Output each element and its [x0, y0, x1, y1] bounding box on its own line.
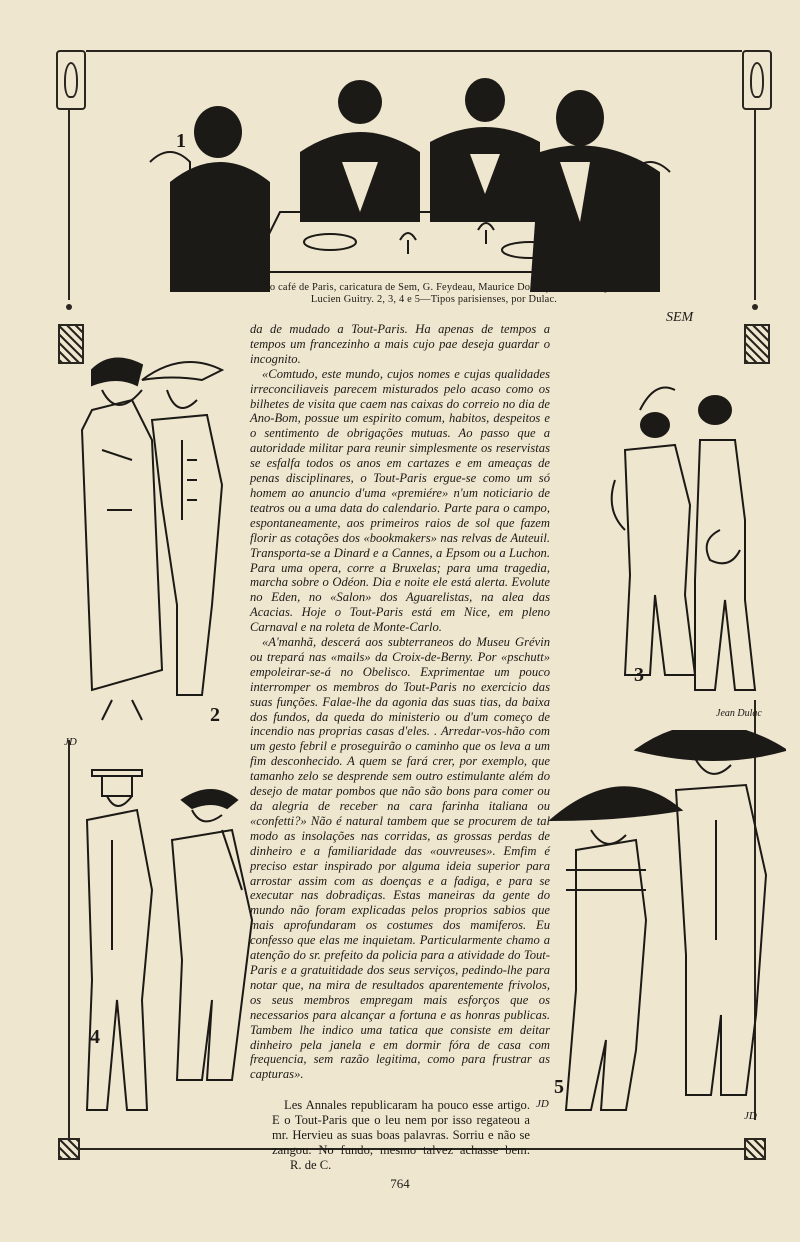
page-number: 764: [390, 1176, 410, 1191]
figure-label-d: D: [544, 236, 553, 250]
signature-jd-1: JD: [64, 736, 77, 748]
article-closing: [272, 1098, 530, 1173]
figure-caption: 1—No café de Paris, caricatura de Sem, G. Feydeau, Maurice Donnay, Alfredo Capus, Lucien Guitry. 2, 3, 4 e 5—Tipos parisienses, por Dulac.: [246, 282, 622, 305]
article-author: R. de C.: [290, 1157, 332, 1172]
closing-paragraph: Les Annales republicaram ha pouco esse artigo. E o Tout-Paris que o leu nem por isso regateou a mr. Hervieu as suas boas palavras. Sorriu e não se zangou. No fundo, mesmo talvez achasse bem.: [272, 1098, 530, 1157]
figure-number-5: 5: [554, 1076, 564, 1098]
parisian-types-illustration-5: [546, 730, 786, 1130]
signature-jean-dulac: Jean Dulac: [716, 708, 762, 719]
right-border-top: [754, 110, 756, 300]
dot: [752, 304, 758, 310]
corner-ornament-left: [56, 50, 86, 110]
figure-number-3: 3: [634, 664, 644, 686]
bottom-ornament-right: [744, 1138, 766, 1160]
article-paragraph-3: «A'manhã, descerá aos subterraneos do Museu Grévin ou trepará nas «mails» da Croix-de-Berny. Por «pschutt» empoleirar-se-á no Obelisco. Exprimentae um pouco interromper os membros do Tout-Paris no exercicio das suas funções. Falae-lhe da agonia das suas tias, da baixa dos fundos, da queda do ministerio ou d'um começo de incendio nas proprias casas d'eles. . Arredar-vos-hão com um gesto febril e proseguirão o caminho que os leva a um fim desconhecido. A quem se fará crer, por exemplo, que tamanho zelo se desprende sem outro estimulante além do desejo de matar pombos que não são bons para comer ou da alegria de receber na cara farinha italiana ou «confetti?» Não é natural tambem que se procurem de tal modo as insolações nas corridas, as grossas perdas de dinheiro e a familiaridade das «ouvreuses». Emfim é preciso estar inspirado por alguma ideia superior para arrostar assim com as doenças e a fadiga, e para se executar nas dobradiças. Estas maneiras da gente do mundo não foram explicadas pelos proprios sabios que mais aprofundaram os costumes dos mamiferos. Eu confesso que elas me inquietam. Particularmente chamo a atenção do sr. prefeito da policia para a atividade do Tout-Paris e a gratuitidade dos seus serviços, pedindo-lhe para notar que, na mira de resultados aparentemente frivolos, os seus membros empregam mais esforços que os necessarios para alcançar a fortuna e as honras publicas. Tambem lhe indico uma tatica que consiste em deitar dinheiro pela janela e em dormir fóra de casa com frequencia, sem razão legitima, como para frustrar as capturas».: [250, 635, 550, 1082]
figure-number-2: 2: [210, 704, 220, 726]
parisian-types-illustration-2: [72, 330, 242, 750]
signature-jd-3: JD: [744, 1110, 757, 1122]
left-border-bottom: [68, 740, 70, 1140]
signature-sem: SEM: [666, 310, 694, 325]
corner-ornament-right: [742, 50, 772, 110]
parisian-types-illustration-4: [72, 760, 262, 1150]
figure-number-1: 1: [176, 130, 186, 152]
figure-label-a: A: [240, 276, 250, 291]
parisian-types-illustration-3: [600, 370, 770, 710]
figure-label-b: B: [326, 210, 335, 224]
figure-label-c: C: [470, 204, 479, 218]
side-ornament-right: [744, 324, 770, 364]
figure-number-4: 4: [90, 1026, 100, 1048]
article-paragraph-2: «Comtudo, este mundo, cujos nomes e cujas qualidades irreconciliaveis parecem misturados pelo acaso como os bilhetes de visita que caem nas caixas do correio no dia de Ano-Bom, possue um espirito comum, habitos, despeitos e o sentimento de obrigações mutuas. Ao passo que a autoridade militar para reunir simplesmente os reservistas se esfalfa todos os anos em cartazes e em ameaças de penas disciplinares, o Tout-Paris ergue-se como um só homem ao anuncio d'uma «premiére» n'um noticiario de teatros ou a uma data do calendario. Parte para o campo, espontaneamente, aos primeiros raios de sol que fazem florir as cotações dos «bookmakers» nas relvas de Auteuil. Transporta-se a Dinard e a Cannes, a Epsom ou a Luchon. Para uma opera, corre a Bruxelas; para uma tragedia, marcha sobre o Odéon. Dia e noite ele está alerta. Evolute no Eden, no «Salon» dos Aguarelistas, na alea das Acacias. Hoje o Tout-Paris está em Nice, em pleno Carnaval e na roleta de Monte-Carlo.: [250, 366, 550, 635]
cafe-caricature-illustration: [130, 62, 690, 292]
top-border: [86, 50, 742, 52]
signature-jd-2: JD: [536, 1098, 549, 1110]
article-column: [250, 322, 550, 1082]
dot: [66, 304, 72, 310]
left-border-top: [68, 110, 70, 300]
article-paragraph-1: da de mudado a Tout-Paris. Ha apenas de tempos a tempos um francezinho a mais cujo pae deseja guardar o incognito.: [250, 322, 550, 366]
